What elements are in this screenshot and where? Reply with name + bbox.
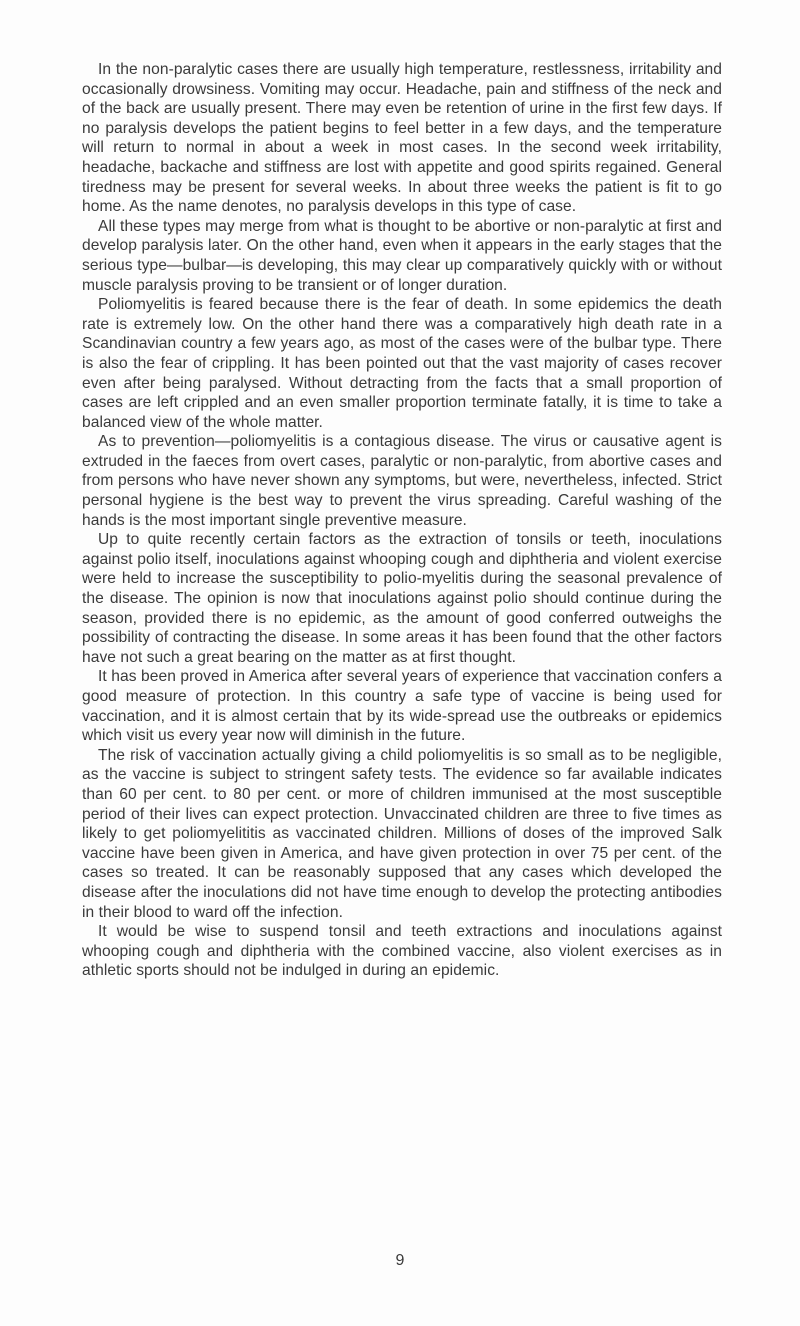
paragraph-vaccination-risk: The risk of vaccination actually giving a child poliomyelitis is so small as to be negligible, as the vaccine is subject to stringent safety tests. The evidence so far available indicates than 60 per cent. to 80 per cent. or more of children immunised at the most susceptible period of their lives can expect protection. Unvaccinated children are three to five times as likely to get poliomyelititis as vaccinated children. Millions of doses of the improved Salk vaccine have been given in America, and have given protection in over 75 per cent. of the cases so treated. It can be reasonably supposed that any cases which developed the disease after the inoculations did not have time enough to develop the protecting antibodies in their blood to ward off the infection. — [82, 746, 722, 921]
paragraph-epidemic-advice: It would be wise to suspend tonsil and teeth extractions and inoculations against whooping cough and diphtheria with the combined vaccine, also violent exercises as in athletic sports should not be indulged in during an epidemic. — [82, 923, 722, 980]
paragraph-merging-types: All these types may merge from what is thought to be abortive or non-paralytic at first and develop paralysis later. On the other hand, even when it appears in the early stages that the serious type—bulbar—is developing, this may clear up comparatively quickly with or without muscle paralysis proving to be transient or of longer duration. — [82, 217, 722, 294]
paragraph-vaccination-america: It has been proved in America after several years of experience that vaccination confers a good measure of protection. In this country a safe type of vaccine is being used for vaccination, and it is almost certain that by its wide-spread use the outbreaks or epidemics which visit us every year now will diminish in the future. — [82, 668, 722, 745]
paragraph-non-paralytic: In the non-paralytic cases there are usually high temperature, restlessness, irritability and occasionally drowsiness. Vomiting may occur. Headache, pain and stiffness of the neck and of the back are usually present. There may even be retention of urine in the first few days. If no paralysis develops the patient begins to feel better in a few days, and the temperature will return to normal in about a week in most cases. In the second week irritability, headache, backache and stiffness are lost with appetite and good spirits regained. General tiredness may be present for several weeks. In about three weeks the patient is fit to go home. As the name denotes, no paralysis develops in this type of case. — [82, 61, 722, 216]
body-text — [82, 60, 722, 981]
page-number: 9 — [395, 1252, 405, 1269]
paragraph-prevention: As to prevention—poliomyelitis is a contagious disease. The virus or causative agent is extruded in the faeces from overt cases, paralytic or non-paralytic, from abortive cases and from persons who have never shown any symptoms, but were, nevertheless, infected. Strict personal hygiene is the best way to prevent the virus spreading. Careful washing of the hands is the most important single preventive measure. — [82, 433, 722, 529]
paragraph-fear-of-death: Poliomyelitis is feared because there is the fear of death. In some epidemics the death rate is extremely low. On the other hand there was a comparatively high death rate in a Scandinavian country a few years ago, as most of the cases were of the bulbar type. There is also the fear of crippling. It has been pointed out that the vast majority of cases recover even after being paralysed. Without detracting from the facts that a small proportion of cases are left crippled and an even smaller proportion terminate fatally, it is time to take a balanced view of the whole matter. — [82, 296, 722, 431]
paragraph-susceptibility-factors: Up to quite recently certain factors as the extraction of tonsils or teeth, inoculations against polio itself, inoculations against whooping cough and diphtheria and violent exercise were held to increase the susceptibility to polio-myelitis during the seasonal prevalence of the disease. The opinion is now that inoculations against polio should continue during the season, provided there is no epidemic, as the amount of good conferred outweighs the possibility of contracting the disease. In some areas it has been found that the other factors have not such a great bearing on the matter as at first thought. — [82, 531, 722, 666]
